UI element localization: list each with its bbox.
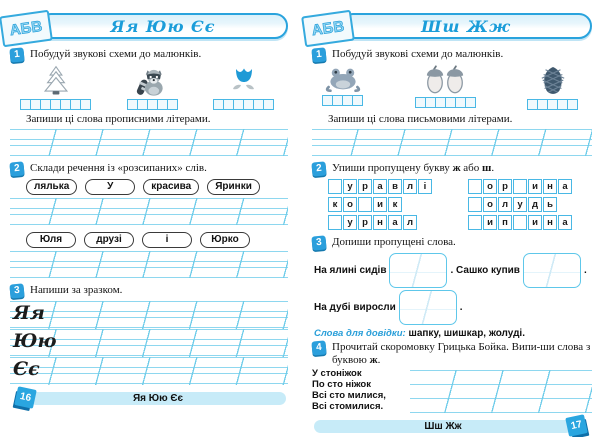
poem-line: У стоніжок [312, 368, 362, 379]
answer-box[interactable] [399, 290, 457, 325]
task-text: Упиши пропущену букву ж або ш. [332, 162, 495, 174]
letter-cell: п [498, 215, 512, 230]
left-page [0, 0, 296, 425]
task-number-badge: 1 [311, 47, 326, 62]
word-card: У [85, 179, 135, 195]
letter-cell: р [498, 179, 512, 194]
word-card: Юрко [200, 232, 250, 248]
letter-cell: р [358, 215, 372, 230]
letter-cell: р [358, 179, 372, 194]
sound-cell[interactable] [567, 99, 578, 110]
letter-cell: о [343, 197, 357, 212]
letter-word [328, 179, 432, 194]
letter-cell: і [418, 179, 432, 194]
writing-lines[interactable] [410, 370, 592, 413]
task-number-badge: 3 [9, 283, 24, 298]
picture-column [127, 65, 178, 110]
letter-cell: а [558, 179, 572, 194]
right-task1 [312, 48, 592, 62]
task-number-badge: 2 [311, 161, 326, 176]
letter-cell: л [403, 215, 417, 230]
letter-cell: д [528, 197, 542, 212]
missing-letter-cell[interactable] [358, 197, 372, 212]
letter-cell: н [543, 215, 557, 230]
writing-lines[interactable] [10, 129, 288, 156]
picture-column [527, 65, 578, 110]
missing-letter-cell[interactable] [328, 215, 342, 230]
left-page-title: Яя Юю Єє [110, 16, 216, 36]
task-text: Побудуй звукові схеми до малюнків. [332, 48, 504, 60]
writing-lines[interactable] [312, 129, 592, 156]
task-text: Склади речення із «розсипаних» слів. [30, 162, 207, 174]
picture-column [322, 65, 363, 110]
sentence-text: . [459, 302, 463, 313]
task-text: Напиши за зразком. [30, 284, 123, 296]
task-text: Прочитай скоромовку Грицька Бойка. Випи-ши слова з буквою ж. [332, 341, 591, 366]
letter-cell: л [498, 197, 512, 212]
handwriting-samples [10, 301, 288, 385]
task-number-badge: 2 [9, 161, 24, 176]
picture-column [20, 65, 91, 110]
right-page [304, 0, 600, 433]
missing-letter-cell[interactable] [468, 179, 482, 194]
answer-box[interactable] [523, 253, 581, 288]
writing-lines[interactable] [10, 301, 288, 329]
sound-scheme-strip [127, 99, 178, 110]
missing-letter-cell[interactable] [513, 215, 527, 230]
left-task2 [10, 162, 288, 176]
left-task3 [10, 284, 288, 298]
left-header [10, 12, 288, 42]
letter-cell: а [388, 215, 402, 230]
left-pictures-row [10, 65, 288, 110]
frog-icon [325, 65, 361, 93]
right-page-title: Шш Жж [421, 16, 511, 36]
answer-box[interactable] [389, 253, 447, 288]
letter-cell: о [483, 197, 497, 212]
fill-sentence-1 [314, 253, 592, 288]
task-number-badge: 4 [311, 340, 326, 355]
sound-scheme-strip [415, 97, 476, 108]
right-footer [312, 418, 592, 436]
writing-lines[interactable] [10, 329, 288, 357]
sound-scheme-strip [322, 95, 363, 106]
writing-lines[interactable] [10, 198, 288, 225]
right-title-band [340, 13, 592, 39]
letter-cell: у [343, 179, 357, 194]
letter-cell: л [403, 179, 417, 194]
tongue-twister-block [312, 368, 592, 413]
poem-line: Всі сто милися, [312, 390, 386, 401]
abv-logo: АБВ [0, 10, 53, 48]
missing-letter-cell[interactable] [328, 179, 342, 194]
sound-cell[interactable] [167, 99, 178, 110]
raccoon-icon [136, 65, 168, 97]
sound-scheme-strip [527, 99, 578, 110]
page-number: 16 [14, 386, 37, 409]
task-text: Побудуй звукові схеми до малюнків. [30, 48, 202, 60]
letter-cell: н [373, 215, 387, 230]
word-card: лялька [26, 179, 77, 195]
sound-cell[interactable] [80, 99, 91, 110]
word-card: красива [143, 179, 199, 195]
letter-word [468, 215, 572, 230]
letter-cell: а [373, 179, 387, 194]
word-card: Яринки [207, 179, 260, 195]
fir-tree-icon [39, 65, 73, 97]
poem-line: По сто ніжок [312, 379, 371, 390]
poem-line: Всі стомилися. [312, 401, 384, 412]
right-task3 [312, 236, 592, 250]
cursive-sample: Юю [13, 330, 57, 352]
writing-lines[interactable] [10, 251, 288, 278]
left-footer [10, 390, 288, 408]
right-task2 [312, 162, 592, 176]
right-pictures-row [312, 65, 592, 110]
abv-logo: АБВ [301, 10, 355, 48]
left-title-band [38, 13, 288, 39]
reference-label: Слова для довідки: [314, 328, 406, 339]
sound-scheme-strip [213, 99, 274, 110]
letter-cell: у [343, 215, 357, 230]
sentence-text: . Сашко купив [450, 265, 520, 276]
sound-cell[interactable] [465, 97, 476, 108]
letter-cell: ь [543, 197, 557, 212]
writing-lines[interactable] [10, 357, 288, 385]
word-cards-row-1 [26, 179, 288, 195]
right-header [312, 12, 592, 42]
pinecone-icon [539, 65, 567, 97]
letter-word [328, 197, 432, 212]
left-task1 [10, 48, 288, 62]
word-card: друзі [84, 232, 134, 248]
letter-cell: и [373, 197, 387, 212]
letter-word [468, 197, 572, 212]
tongue-twister [312, 368, 410, 412]
subtask-text: Запиши ці слова письмовими літерами. [328, 113, 513, 125]
letter-cell: у [513, 197, 527, 212]
word-cards-row-2 [26, 232, 288, 248]
fill-sentence-2 [314, 290, 592, 325]
letter-cell: в [388, 179, 402, 194]
sound-cell[interactable] [263, 99, 274, 110]
letter-cell: н [543, 179, 557, 194]
word-card: Юля [26, 232, 76, 248]
letter-cell: и [528, 179, 542, 194]
letter-word [468, 179, 572, 194]
footer-bar: Яя Юю Єє [30, 392, 286, 405]
task-number-badge: 3 [311, 235, 326, 250]
missing-letter-cell[interactable] [468, 215, 482, 230]
word-card: і [142, 232, 192, 248]
page-number: 17 [565, 414, 588, 437]
letter-word [328, 215, 432, 230]
subtask-text: Запиши ці слова прописними літерами. [26, 113, 211, 125]
sentence-text: . [583, 265, 587, 276]
letter-cell: и [483, 215, 497, 230]
task-number-badge: 1 [9, 47, 24, 62]
sentence-text: На ялині сидів [314, 265, 387, 276]
letter-cell: о [483, 179, 497, 194]
cursive-sample: Єє [13, 358, 40, 380]
picture-column [415, 65, 476, 110]
sentence-text: На дубі виросли [314, 302, 396, 313]
reference-word-list: шапку, шишкар, жолуді. [405, 328, 525, 339]
letter-cell: к [328, 197, 342, 212]
missing-letter-cell[interactable] [468, 197, 482, 212]
tulip-icon [229, 65, 259, 97]
reference-words [314, 328, 592, 339]
sound-cell[interactable] [352, 95, 363, 106]
footer-bar: Шш Жж [314, 420, 572, 433]
right-task4 [312, 341, 592, 367]
missing-letter-cell[interactable] [513, 179, 527, 194]
cursive-sample: Яя [13, 302, 45, 324]
acorns-icon [425, 65, 465, 95]
picture-column [213, 65, 274, 110]
letter-cell: к [388, 197, 402, 212]
letter-cell: и [528, 215, 542, 230]
letter-cell: а [558, 215, 572, 230]
missing-letter-words [328, 179, 592, 230]
sound-scheme-strip [20, 99, 91, 110]
task-text: Допиши пропущені слова. [332, 236, 456, 248]
